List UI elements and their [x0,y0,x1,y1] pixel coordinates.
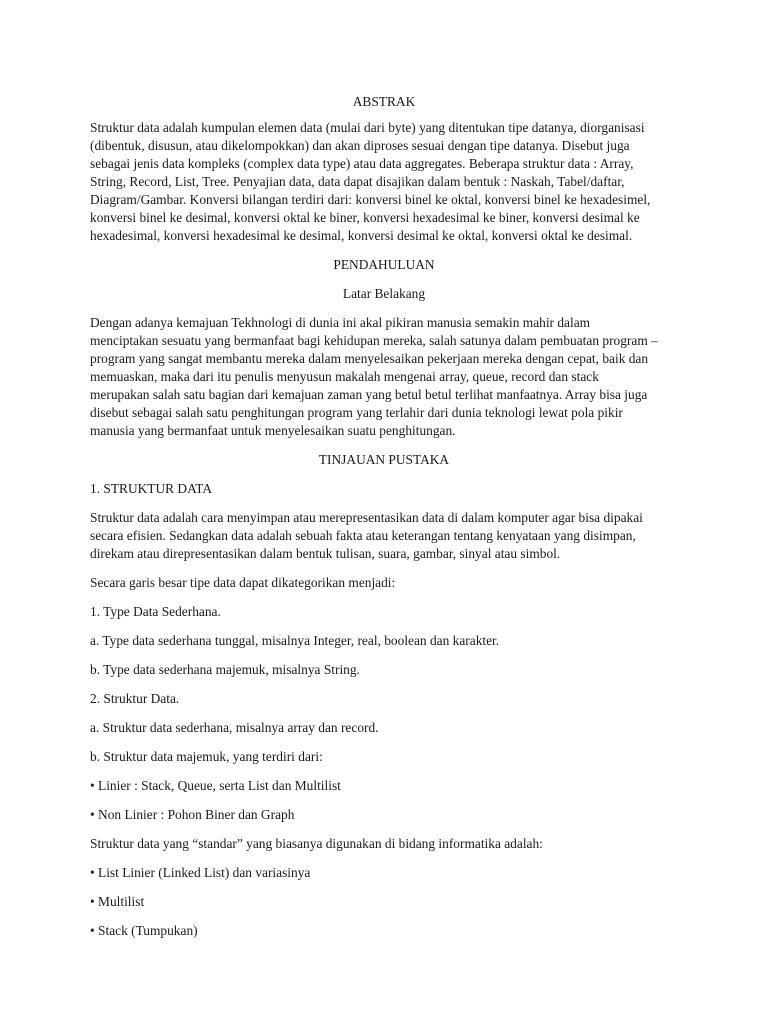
abstract-line: sebagai jenis data kompleks (complex data type) atau data aggregates. Beberapa struktur data : Array, [90,156,634,171]
pendahuluan-line: program yang sangat membantu mereka dalam menyelesaikan pekerjaan mereka dengan cepat, baik dan [90,351,649,366]
list-item: 2. Struktur Data. [90,691,180,706]
abstract-line: Struktur data adalah kumpulan elemen data (mulai dari byte) yang ditentukan tipe datanya, diorganisasi [90,120,645,135]
definition-paragraph [90,509,678,563]
tinjauan-pustaka-title: TINJAUAN PUSTAKA [318,452,450,467]
pendahuluan-line: Dengan adanya kemajuan Tekhnologi di dunia ini akal pikiran manusia semakin mahir dalam [90,315,591,330]
abstract-line: String, Record, List, Tree. Penyajian data, data dapat disajikan dalam bentuk : Naskah, Tabel/daftar, [90,174,625,189]
list-item: b. Type data sederhana majemuk, misalnya String. [90,662,360,677]
pendahuluan-line: manusia yang bermanfaat untuk menyelesaikan suatu penghitungan. [90,423,456,438]
abstract-title: ABSTRAK [352,94,416,109]
list-item: • Multilist [90,894,145,909]
pendahuluan-paragraph [90,314,678,440]
list-item: • List Linier (Linked List) dan variasinya [90,865,311,880]
list-item: Secara garis besar tipe data dapat dikategorikan menjadi: [90,575,396,590]
latar-belakang-subtitle: Latar Belakang [342,286,426,301]
pendahuluan-line: menciptakan sesuatu yang bermanfaat bagi kehidupan mereka, salah satunya dalam pembuatan program – [90,333,658,348]
section-struktur-data-heading: 1. STRUKTUR DATA [90,481,213,496]
list-item: • Stack (Tumpukan) [90,923,198,938]
definition-line: Struktur data adalah cara menyimpan atau merepresentasikan data di dalam komputer agar bisa dipakai [90,510,643,525]
pendahuluan-line: merupakan salah satu bagian dari kemajuan zaman yang betul betul terlihat manfaatnya. Array bisa juga [90,387,648,402]
list-item: b. Struktur data majemuk, yang terdiri dari: [90,749,323,764]
pendahuluan-line: disebut sebagai salah satu penghitungan program yang terlahir dari dunia teknologi lewat pola pikir [90,405,623,420]
abstract-line: Diagram/Gambar. Konversi bilangan terdiri dari: konversi binel ke oktal, konversi binel ke hexadesimel, [90,192,651,207]
abstract-line: hexadesimal, konversi hexadesimal ke desimal, konversi desimal ke oktal, konversi oktal ke desimal. [90,228,633,243]
definition-line: direkam atau direpresentasikan dalam bentuk tulisan, suara, gambar, sinyal atau simbol. [90,546,561,561]
abstract-line: (dibentuk, disusun, atau dikelompokkan) dan akan diproses sesuai dengan tipe datanya. Disebut juga [90,138,630,153]
pendahuluan-title: PENDAHULUAN [333,257,435,272]
list-item: Struktur data yang “standar” yang biasanya digunakan di bidang informatika adalah: [90,836,543,851]
list-item: a. Struktur data sederhana, misalnya array dan record. [90,720,379,735]
list-item: 1. Type Data Sederhana. [90,604,221,619]
abstract-paragraph [90,119,678,245]
abstract-line: konversi binel ke desimal, konversi oktal ke biner, konversi hexadesimal ke biner, konversi desimal ke [90,210,640,225]
pendahuluan-line: memuaskan, maka dari itu penulis menyusun makalah mengenai array, queue, record dan stack [90,369,599,384]
definition-line: secara efisien. Sedangkan data adalah sebuah fakta atau keterangan tentang kenyataan yang disimpan, [90,528,636,543]
list-item: • Non Linier : Pohon Biner dan Graph [90,807,295,822]
list-item: • Linier : Stack, Queue, serta List dan Multilist [90,778,341,793]
list-item: a. Type data sederhana tunggal, misalnya Integer, real, boolean dan karakter. [90,633,500,648]
document-body [90,93,678,940]
